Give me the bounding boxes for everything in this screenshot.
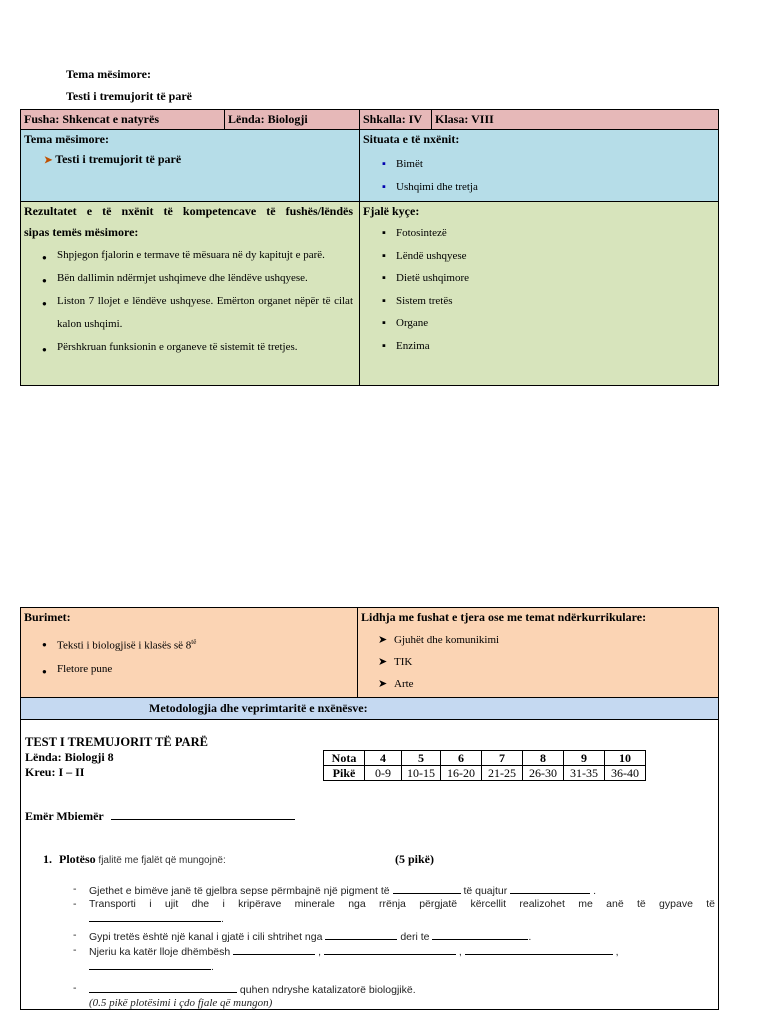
lidhja-list	[394, 629, 715, 695]
rezultatet-label-1: Rezultatet e të nxënit të kompetencave të fushës/lëndës	[24, 204, 353, 218]
rezultatet-item: ● Liston 7 llojet e lëndëve ushqyese. Emërton organet nëpër të cilat kalon ushqimi.	[57, 290, 353, 336]
fill-line-4b: .	[75, 959, 715, 974]
question-1-note: (0.5 pikë plotësimi i çdo fjale që mungon)	[89, 997, 273, 1009]
lesson-plan-table	[20, 109, 719, 386]
lenda-cell: Lënda: Biologji	[225, 110, 360, 130]
rezultatet-list	[57, 244, 353, 359]
situata-item: ▪ Ushqimi dhe tretja	[396, 176, 715, 199]
blank-input[interactable]	[89, 982, 237, 993]
fjale-item: ▪ Dietë ushqimore	[396, 267, 715, 290]
fill-line-5: - quhen ndryshe katalizatorë biologjikë.	[73, 982, 416, 996]
situata-cell	[360, 130, 719, 202]
score-cell: 0-9	[365, 766, 402, 781]
rezultatet-label-2: sipas temës mësimore:	[24, 225, 139, 239]
score-cell: Pikë	[324, 766, 365, 781]
header-tema-value: Testi i tremujorit të parë	[66, 89, 192, 103]
situata-item: ▪ Bimët	[396, 153, 715, 176]
test-lenda: Lënda: Biologji 8	[25, 750, 114, 764]
situata-list	[396, 153, 715, 199]
fjale-item: ▪ Sistem tretës	[396, 290, 715, 313]
blank-input[interactable]	[510, 883, 590, 894]
blank-input[interactable]	[233, 944, 315, 955]
question-1-body	[75, 883, 715, 1010]
fjale-item: ▪ Fotosintezë	[396, 222, 715, 245]
lidhja-cell	[358, 608, 719, 698]
shkalla-cell: Shkalla: IV	[360, 110, 432, 130]
tema-label: Tema mësimore:	[24, 132, 109, 146]
fill-line-2: - Transporti i ujit dhe i kripërave minerale nga rrënja përgjatë kërcellit realizohet me anë të gypave të	[73, 898, 715, 910]
lidhja-item: ➤ Arte	[394, 673, 715, 695]
score-header-cell: 5	[402, 751, 441, 766]
blank-input[interactable]	[465, 944, 613, 955]
burimet-cell	[21, 608, 358, 698]
score-header-cell: 10	[605, 751, 646, 766]
blank-input[interactable]	[324, 944, 456, 955]
burimet-label: Burimet:	[24, 610, 71, 624]
situata-label: Situata e të nxënit:	[363, 132, 460, 146]
test-title: TEST I TREMUJORIT TË PARË	[25, 735, 208, 749]
fjale-item: ▪ Lëndë ushqyese	[396, 245, 715, 268]
name-input-line[interactable]	[111, 809, 295, 820]
metodologjia-cell: Metodologjia dhe veprimtaritë e nxënësve:	[21, 698, 719, 720]
test-kreu: Kreu: I – II	[25, 765, 85, 779]
fjale-cell	[360, 202, 719, 386]
score-header-cell: Nota	[324, 751, 365, 766]
fjale-item: ▪ Enzima	[396, 335, 715, 358]
header-tema-label: Tema mësimore:	[66, 67, 151, 81]
name-label: Emër Mbiemër	[25, 809, 295, 824]
rezultatet-cell	[21, 202, 360, 386]
score-table	[323, 750, 646, 781]
burimet-list	[57, 631, 354, 681]
fill-line-1: - Gjethet e bimëve janë të gjelbra sepse përmbajnë një pigment të të quajtur .	[73, 883, 596, 897]
burimet-item: ● Teksti i biologjisë i klasës së $8^{të}$	[57, 631, 354, 658]
blank-input[interactable]	[89, 911, 221, 922]
rezultatet-item: ● Bën dallimin ndërmjet ushqimeve dhe lëndëve ushqyese.	[57, 267, 353, 290]
fusha-cell: Fusha: Shkencat e natyrës	[21, 110, 225, 130]
score-header-cell: 7	[482, 751, 523, 766]
score-cell: 36-40	[605, 766, 646, 781]
pointer-icon: ➤	[44, 155, 53, 166]
fjale-item: ▪ Organe	[396, 312, 715, 335]
score-cell: 21-25	[482, 766, 523, 781]
blank-input[interactable]	[89, 959, 211, 970]
fill-line-4: - Njeriu ka katër lloje dhëmbësh , , ,	[73, 944, 619, 958]
fjale-list	[396, 222, 715, 357]
rezultatet-item: ● Shpjegon fjalorin e termave të mësuara në dy kapitujt e parë.	[57, 244, 353, 267]
score-cell: 31-35	[564, 766, 605, 781]
score-header-cell: 4	[365, 751, 402, 766]
burimet-item: ● Fletore pune	[57, 658, 354, 681]
blank-input[interactable]	[325, 929, 397, 940]
lidhja-item: ➤ Gjuhët dhe komunikimi	[394, 629, 715, 651]
score-cell: 16-20	[441, 766, 482, 781]
score-header-cell: 6	[441, 751, 482, 766]
lidhja-label: Lidhja me fushat e tjera ose me temat ndërkurrikulare:	[361, 610, 647, 624]
rezultatet-item: ● Përshkruan funksionin e organeve të sistemit të tretjes.	[57, 336, 353, 359]
blank-input[interactable]	[432, 929, 528, 940]
blank-input[interactable]	[393, 883, 461, 894]
klasa-cell: Klasa: VIII	[432, 110, 719, 130]
tema-item: ➤ Testi i tremujorit të parë	[44, 152, 182, 166]
lidhja-item: ➤ TIK	[394, 651, 715, 673]
score-header-cell: 8	[523, 751, 564, 766]
fjale-label: Fjalë kyçe:	[363, 204, 420, 218]
question-1-heading: 1. Plotëso fjalitë me fjalët që mungojnë:	[43, 852, 226, 866]
score-cell: 10-15	[402, 766, 441, 781]
question-1-points: (5 pikë)	[395, 852, 434, 866]
fill-line-3: - Gypi tretës është një kanal i gjatë i cili shtrihet nga deri te .	[73, 929, 532, 943]
tema-cell	[21, 130, 360, 202]
score-cell: 26-30	[523, 766, 564, 781]
fill-line-2b: .	[75, 911, 715, 926]
score-header-cell: 9	[564, 751, 605, 766]
